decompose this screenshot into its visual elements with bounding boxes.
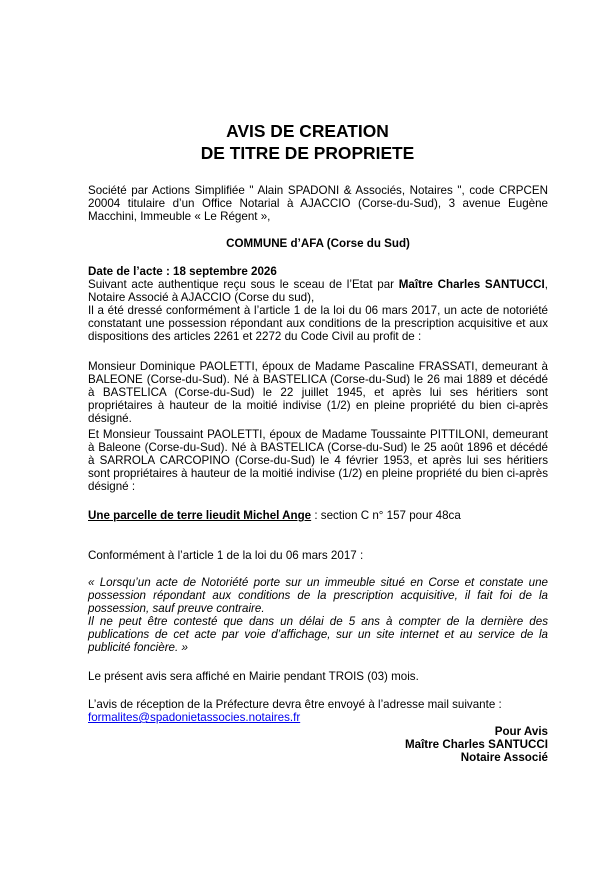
law-quote: [88, 576, 548, 654]
beneficiary-2: Et Monsieur Toussaint PAOLETTI, époux de Madame Toussainte PITTILONI, demeurant à Baleone (Corse-du-Sud). Né à BASTELICA (Corse-du-Sud) le 25 août 1896 et décédé à SARROLA CARCOPINO (Corse-du-Sud) le 4 février 1953, et après lui ses héritiers sont propriétaires à hauteur de la moitié indivise (1/2) en pleine propriété du bien ci-après désigné :: [88, 428, 548, 493]
commune-heading: COMMUNE d’AFA (Corse du Sud): [226, 237, 410, 250]
parcel-line: [88, 509, 548, 522]
intro-paragraph: Société par Actions Simplifiée " Alain SPADONI & Associés, Notaires ", code CRPCEN 20004 titulaire d’un Office Notarial à AJACCIO (Corse-du-Sud), 3 avenue Eugène Macchini, Immeuble « Le Régent »,: [88, 184, 548, 223]
signature-title: Notaire Associé: [460, 751, 548, 764]
act-paragraph: [88, 278, 548, 304]
title-line-1: AVIS DE CREATION: [226, 121, 389, 141]
signature-block: [88, 725, 548, 764]
display-notice: Le présent avis sera affiché en Mairie pendant TROIS (03) mois.: [88, 670, 419, 683]
email-link[interactable]: formalites@spadonietassocies.notaires.fr: [88, 711, 301, 724]
signature-line-1: Pour Avis: [494, 725, 548, 738]
beneficiary-1: Monsieur Dominique PAOLETTI, époux de Madame Pascaline FRASSATI, demeurant à BALEONE (Corse-du-Sud). Né à BASTELICA (Corse-du-Sud) le 26 mai 1889 et décédé à BASTELICA (Corse-du-Sud) le 22 juillet 1945, et après lui ses héritiers sont propriétaires à hauteur de la moitié indivise (1/2) en pleine propriété du bien ci-après désigné.: [88, 360, 548, 425]
parcel-detail: : section C n° 157 pour 48ca: [311, 509, 461, 522]
title-line-2: DE TITRE DE PROPRIETE: [200, 143, 415, 163]
signature-notary: Maître Charles SANTUCCI: [404, 738, 548, 751]
notary-name: Maître Charles SANTUCCI: [398, 278, 545, 291]
law-quote-paragraph-1: « Lorsqu’un acte de Notoriété porte sur un immeuble situé en Corse et constate une possession répondant aux conditions de la prescription acquisitive, il fait foi de la possession, sauf preuve contraire.: [88, 576, 548, 615]
act-block: [88, 265, 548, 343]
act-date: Date de l’acte : 18 septembre 2026: [88, 265, 277, 278]
act-notary-location: , Notaire Associé à AJACCIO (Corse du sud),: [88, 278, 548, 304]
act-intro-text: Suivant acte authentique reçu sous le sceau de l’Etat par: [88, 278, 399, 291]
law-quote-paragraph-2: Il ne peut être contesté que dans un délai de 5 ans à compter de la dernière des publications de cet acte par voie d’affichage, sur un site internet et au service de la publicité foncière. »: [88, 615, 548, 654]
prefecture-text: L’avis de réception de la Préfecture devra être envoyé à l’adresse mail suivante :: [88, 698, 502, 711]
act-drawn-up: Il a été dressé conformément à l’article 1 de la loi du 06 mars 2017, un acte de notoriété constatant une possession répondant aux conditions de la prescription acquisitive et aux dispositions des articles 2261 et 2272 du Code Civil au profit de :: [88, 304, 548, 343]
conform-line: Conformément à l’article 1 de la loi du 06 mars 2017 :: [88, 549, 364, 562]
parcel-label: Une parcelle de terre lieudit Michel Ange: [88, 509, 312, 522]
prefecture-block: [88, 698, 548, 724]
